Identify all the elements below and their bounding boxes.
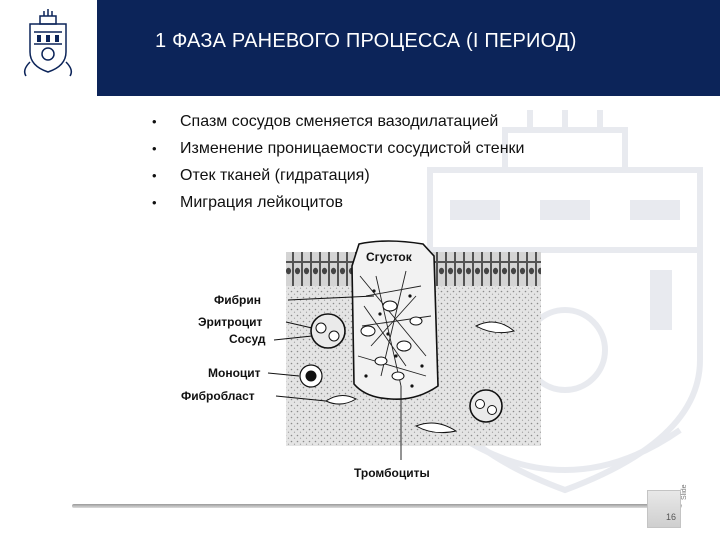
- vessel-cell: [329, 331, 339, 341]
- bullet-text: Спазм сосудов сменяется вазодилатацией: [180, 113, 499, 130]
- wound-diagram: [176, 236, 548, 486]
- slide-side-label: Slide: [681, 484, 688, 500]
- university-crest-icon: [0, 0, 97, 96]
- page-number: 16: [665, 512, 676, 522]
- bullet-text: Отек тканей (гидратация): [180, 167, 370, 184]
- footer-divider: [72, 504, 682, 508]
- vessel: [311, 314, 345, 348]
- vessel-cell: [476, 400, 485, 409]
- bullet-text: Миграция лейкоцитов: [180, 194, 344, 211]
- monocyte-nucleus: [306, 371, 317, 382]
- bullet-item: [152, 194, 524, 221]
- bullet-item: [152, 140, 524, 167]
- bullet-marker: •: [152, 114, 157, 129]
- bullet-marker: •: [152, 141, 157, 156]
- bullet-item: [152, 113, 524, 140]
- bullet-marker: •: [152, 195, 157, 210]
- label-fibrin: Фибрин: [214, 293, 261, 307]
- label-vessel: Сосуд: [229, 332, 266, 346]
- label-clot: Сгусток: [366, 250, 412, 264]
- label-erythrocyte: Эритроцит: [198, 315, 263, 329]
- university-logo: [0, 0, 97, 96]
- vessel-cell: [316, 323, 326, 333]
- slide-title: 1 ФАЗА РАНЕВОГО ПРОЦЕССА (I ПЕРИОД): [155, 30, 577, 52]
- vessel-cell: [488, 406, 497, 415]
- bullet-item: [152, 167, 524, 194]
- bullet-marker: •: [152, 168, 157, 183]
- page-number-box: [647, 490, 681, 528]
- label-platelets: Тромбоциты: [354, 466, 430, 480]
- vessel: [470, 390, 502, 422]
- bullet-list: [152, 113, 524, 221]
- bullet-text: Изменение проницаемости сосудистой стенки: [180, 140, 525, 157]
- wound-illustration: [176, 236, 548, 486]
- label-fibroblast: Фибробласт: [181, 389, 255, 403]
- label-monocyte: Моноцит: [208, 366, 261, 380]
